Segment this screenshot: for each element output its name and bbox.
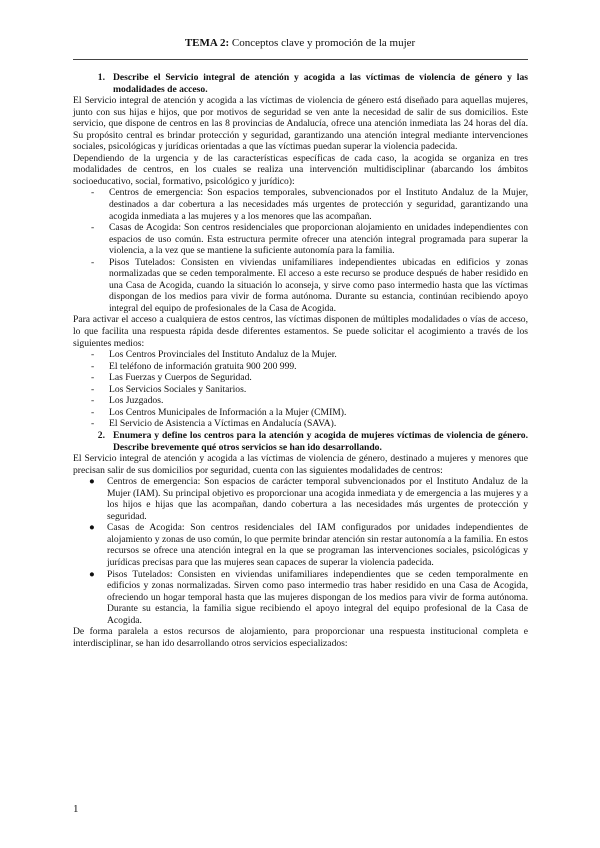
list-item (73, 222, 528, 257)
list-item-text: Pisos Tutelados: Consisten en viviendas unifamiliares independientes ubicadas en edificios y zonas normalizadas que se ceden temporalmente. El acceso a este recurso se produce después de haber residido en una Casa de Acogida, cuando la situación lo aconseja, y sirve como paso intermedio hasta que las víctimas dispongan de los medios para vivir de forma autónoma. Durante su estancia, continúan recibiendo apoyo integral del equipo de profesionales de la Casa de Acogida. (109, 256, 528, 314)
paragraph: El Servicio integral de atención y acogida a las víctimas de violencia de género, destinado a mujeres y menores que precisan salir de sus domicilios por seguridad, cuenta con las siguientes modalidades de centros: (73, 453, 528, 476)
topic-title: Conceptos clave y promoción de la mujer (231, 37, 416, 49)
dash-marker: - (91, 406, 95, 418)
question-number: 1. (97, 72, 105, 83)
dash-marker: - (91, 383, 95, 395)
list-item-text: Las Fuerzas y Cuerpos de Seguridad. (109, 372, 252, 384)
list-item-text: Casas de Acogida: Son centros residenciales del IAM configurados por unidades independientes de alojamiento y zonas de uso común, lo que permite brindar atención sin restar autonomía a la familia. En estos recursos se ofrece una atención integral en la que se programan las intervenciones sociales, psicológicas y jurídicas precisas para que las mujeres sean capaces de superar la violencia padecida. (107, 522, 528, 568)
topic-label: TEMA 2: (184, 37, 230, 49)
list-item (73, 522, 528, 568)
list-item-text: El Servicio de Asistencia a Víctimas en Andalucía (SAVA). (109, 418, 337, 430)
list-item (73, 384, 528, 396)
question-1 (73, 72, 528, 95)
bullet-icon: ● (89, 568, 95, 580)
dash-marker: - (91, 349, 95, 361)
paragraph: Dependiendo de la urgencia y de las características específicas de cada caso, la acogida se organiza en tres modalidades de centros, en los cuales se realiza una intervención multidisciplinar (abarcando los ámbitos socioeducativo, social, formativo, psicológico y jurídico): (73, 152, 528, 187)
list-item (73, 187, 528, 222)
list-item-text: Centros de emergencia: Son espacios temporales, subvencionados por el Instituto Andaluz de la Mujer, destinados a dar cobertura a las necesidades más urgentes de protección y seguridad, garantizando una acogida inmediata a las mujeres y a los menores que las acompañan. (109, 187, 528, 222)
list-item (73, 476, 528, 522)
dash-marker: - (91, 395, 95, 407)
page-number: 1 (73, 803, 79, 815)
list-item (73, 349, 528, 361)
list-item-text: Los Centros Provinciales del Instituto Andaluz de la Mujer. (109, 349, 337, 361)
page-header (0, 37, 600, 50)
list-item-text: El teléfono de información gratuita 900 200 999. (109, 360, 297, 372)
paragraph: El Servicio integral de atención y acogida a las víctimas de violencia de género está diseñado para aquellas mujeres, junto con sus hijas e hijos, que por motivos de seguridad se ven ante la necesidad de salir de sus domicilios. Este servicio, que dispone de centros en las 8 provincias de Andalucía, ofrece una atención inmediata las 24 horas del día. Su propósito central es brindar protección y seguridad, garantizando una atención integral mediante intervenciones sociales, psicológicas y jurídicas orientadas a que las víctimas puedan superar la violencia padecida. (73, 95, 528, 153)
dash-marker: - (91, 372, 95, 384)
list-item (73, 372, 528, 384)
list-item-text: Pisos Tutelados: Consisten en viviendas unifamiliares independientes que se ceden temporalmente en edificios y zonas normalizadas. Sirven como paso intermedio tras haber residido en una Casa de Acogida, ofreciendo un hogar temporal hasta que las mujeres dispongan de los medios para vivir de forma autónoma. Durante su estancia, la familia sigue recibiendo el apoyo integral del equipo profesional de la Casa de Acogida. (107, 568, 528, 626)
dash-marker: - (91, 187, 95, 199)
list-item (73, 257, 528, 315)
bullet-icon: ● (89, 522, 95, 534)
document-body (73, 72, 528, 649)
list-item (73, 395, 528, 407)
list-item-text: Los Servicios Sociales y Sanitarios. (109, 383, 247, 395)
question-text: Enumera y define los centros para la atención y acogida de mujeres víctimas de violencia de género. Describe brevemente qué otros servicios se han ido desarrollando. (113, 429, 528, 453)
question-2 (73, 430, 528, 453)
list-item (73, 418, 528, 430)
dash-marker: - (91, 256, 95, 268)
bullet-icon: ● (89, 476, 95, 488)
list-item-text: Casas de Acogida: Son centros residenciales que proporcionan alojamiento en unidades independientes con espacios de uso común. Esta estructura permite ofrecer una atención integral programada para superar la violencia, a la vez que se mantiene la suficiente autonomía para la familia. (109, 222, 528, 257)
dash-marker: - (91, 418, 95, 430)
list-item (73, 569, 528, 627)
paragraph: De forma paralela a estos recursos de alojamiento, para proporcionar una respuesta institucional completa e interdisciplinar, se han ido desarrollando otros servicios especializados: (73, 626, 528, 649)
paragraph: Para activar el acceso a cualquiera de estos centros, las víctimas disponen de múltiples modalidades o vías de acceso, lo que facilita una respuesta rápida desde diferentes estamentos. Se puede solicitar el acogimiento a través de los siguientes medios: (73, 314, 528, 349)
dash-marker: - (91, 222, 95, 234)
list-item-text: Los Centros Municipales de Información a la Mujer (CMIM). (109, 406, 347, 418)
header-rule (73, 59, 528, 60)
list-item-text: Los Juzgados. (109, 395, 164, 407)
dash-marker: - (91, 360, 95, 372)
question-text: Describe el Servicio integral de atención y acogida a las víctimas de violencia de género y las modalidades de acceso. (113, 72, 528, 95)
list-item-text: Centros de emergencia: Son espacios de carácter temporal subvencionados por el Instituto Andaluz de la Mujer (IAM). Su principal objetivo es proporcionar una acogida inmediata y de emergencia a las mujeres y a los hijos e hijas que las acompañan, dando cobertura a las necesidades más urgentes de protección y seguridad. (107, 476, 528, 522)
list-item (73, 407, 528, 419)
question-number: 2. (97, 429, 105, 441)
list-item (73, 361, 528, 373)
